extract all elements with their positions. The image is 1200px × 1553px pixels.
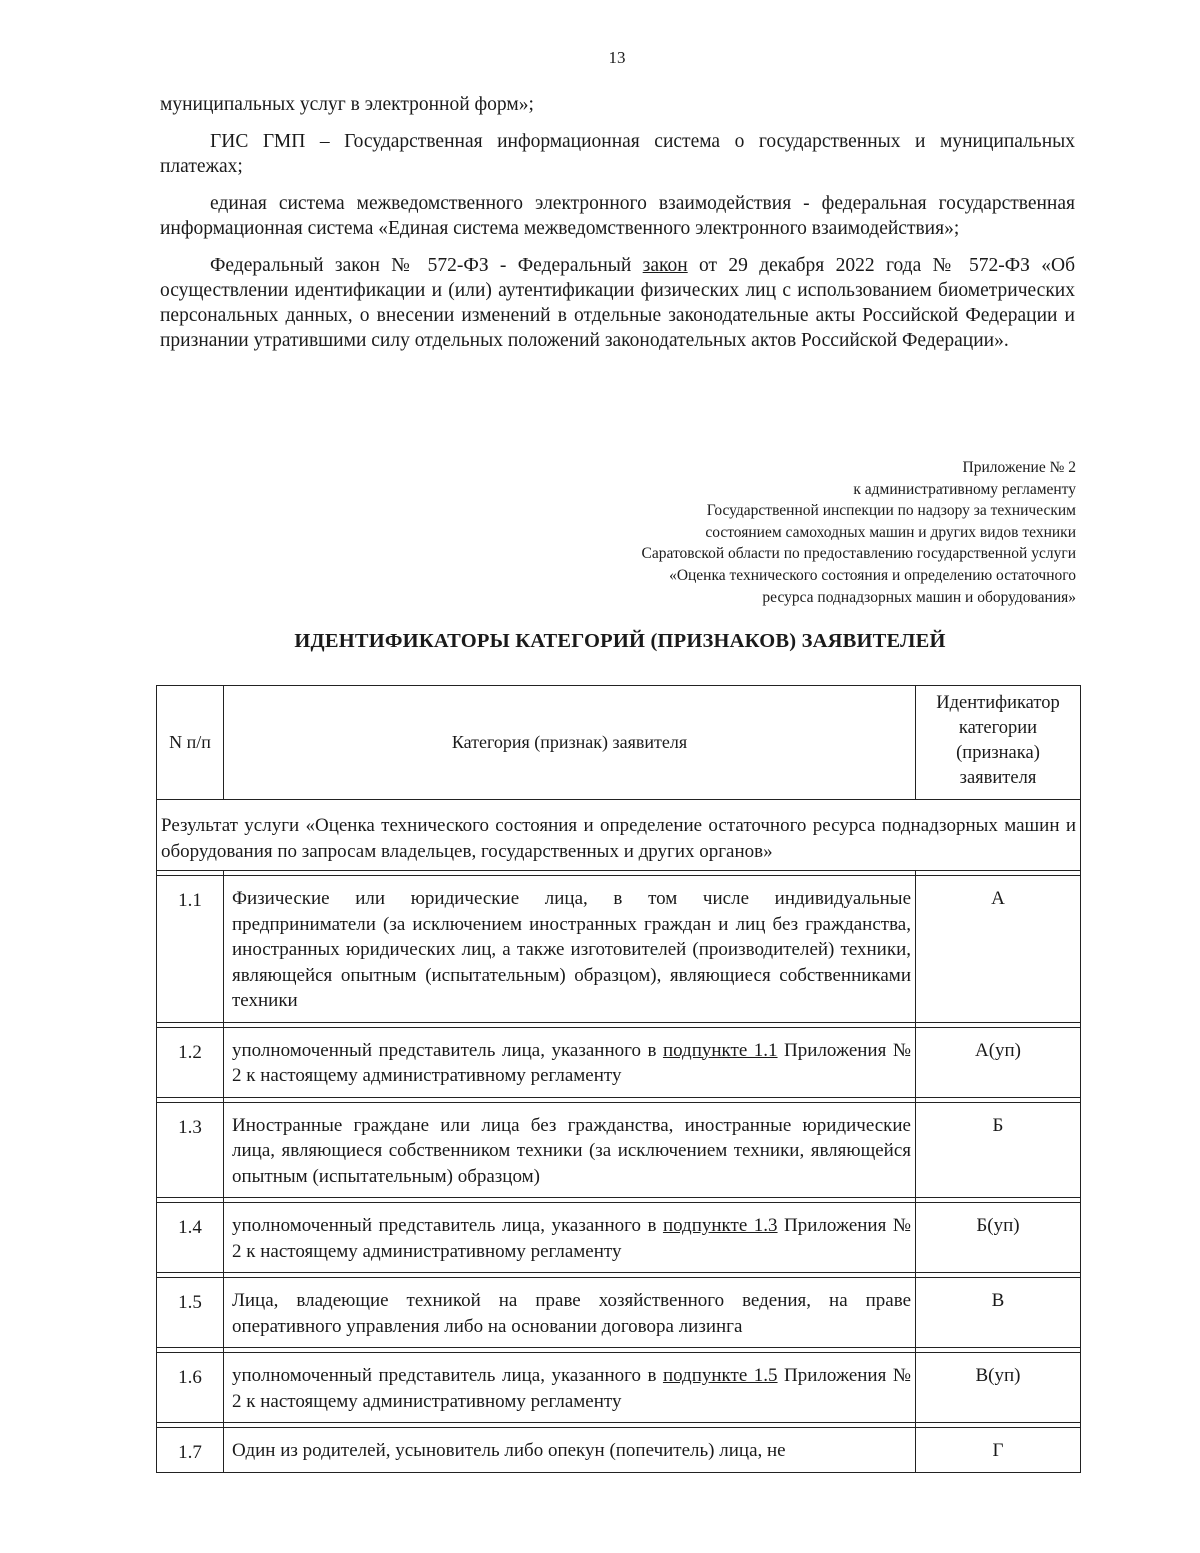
- subclause-link[interactable]: подпункте 1.3: [662, 1215, 778, 1236]
- appendix-line-7: ресурса поднадзорных машин и оборудования»: [762, 588, 1076, 606]
- categories-table: [156, 685, 1081, 1473]
- row-category: Иностранные граждане или лица без гражданства, иностранные юридические лица, являющиеся собственником техники (за исключением техники, являющейся опытным (испытательным) образцом): [224, 1102, 916, 1198]
- row-identifier: Б: [916, 1102, 1081, 1198]
- table-row: [157, 1428, 1081, 1473]
- row-text-before: уполномоченный представитель лица, указанного в: [232, 1039, 663, 1061]
- row-number: 1.4: [157, 1203, 224, 1273]
- appendix-line-6: «Оценка технического состояния и определению остаточного: [669, 566, 1076, 584]
- table-row: [157, 876, 1081, 1023]
- row-identifier: В(уп): [916, 1353, 1081, 1423]
- row-text-after: Приложения № 2 к настоящему административному регламенту: [232, 1215, 911, 1262]
- row-identifier: Г: [916, 1428, 1081, 1473]
- row-category: [224, 1027, 916, 1097]
- table-row: [157, 1278, 1081, 1348]
- paragraph-2: ГИС ГМП – Государственная информационная система о государственных и муниципальных платежах;: [160, 131, 1075, 177]
- subclause-link[interactable]: подпункте 1.1: [662, 1039, 778, 1061]
- header-identifier: Идентификатор категории (признака) заявителя: [916, 686, 1081, 800]
- paragraph-4: [160, 253, 1075, 353]
- page-number: 13: [608, 48, 626, 67]
- table-header-row: [157, 686, 1081, 800]
- row-identifier: В: [916, 1278, 1081, 1348]
- row-identifier: Б(уп): [916, 1203, 1081, 1273]
- appendix-line-3: Государственной инспекции по надзору за техническим: [706, 502, 1076, 520]
- row-text-after: Приложения № 2 к настоящему административному регламенту: [232, 1365, 911, 1412]
- result-row: [157, 800, 1081, 871]
- appendix-note: [476, 457, 1076, 608]
- row-category: [224, 1353, 916, 1423]
- row-category: Физические или юридические лица, в том числе индивидуальные предприниматели (за исключением иностранных граждан и лиц без гражданства, иностранных юридических лиц, а также изготовителей (производителей) техники, являющейся опытным (испытательным) образцом), являющиеся собственниками техники: [224, 876, 916, 1023]
- table-row: [157, 1203, 1081, 1273]
- body-text: [160, 92, 1075, 365]
- row-category: Лица, владеющие техникой на праве хозяйственного ведения, на праве оперативного управления либо на основании договора лизинга: [224, 1278, 916, 1348]
- row-category: Один из родителей, усыновитель либо опекун (попечитель) лица, не: [224, 1428, 916, 1473]
- row-number: 1.2: [157, 1027, 224, 1097]
- row-number: 1.5: [157, 1278, 224, 1348]
- appendix-line-1: Приложение № 2: [962, 459, 1076, 476]
- row-number: 1.1: [157, 876, 224, 1023]
- appendix-line-4: состоянием самоходных машин и других видов техники: [705, 523, 1076, 541]
- appendix-line-5: Саратовской области по предоставлению государственной услуги: [641, 545, 1076, 563]
- row-category: [224, 1203, 916, 1273]
- paragraph-4-text-after: от 29 декабря 2022 года № 572-ФЗ «Об осуществлении идентификации и (или) аутентификации физических лиц с использованием биометрических персональных данных, о внесении изменений в отдельные законодательные акты Российской Федерации и признании утратившими силу отдельных положений законодательных актов Российской Федерации».: [160, 255, 1075, 351]
- table-row: [157, 1027, 1081, 1097]
- table-row: [157, 1102, 1081, 1198]
- appendix-line-2: к административному регламенту: [853, 480, 1076, 498]
- paragraph-1: муниципальных услуг в электронной форм»;: [160, 94, 534, 115]
- header-number: N п/п: [157, 686, 224, 800]
- row-identifier: А(уп): [916, 1027, 1081, 1097]
- table-row: [157, 1353, 1081, 1423]
- subclause-link[interactable]: подпункте 1.5: [662, 1365, 778, 1386]
- row-number: 1.7: [157, 1428, 224, 1473]
- result-cell: Результат услуги «Оценка технического состояния и определение остаточного ресурса поднадзорных машин и оборудования по запросам владельцев, государственных и других органов»: [157, 800, 1081, 871]
- document-title: ИДЕНТИФИКАТОРЫ КАТЕГОРИЙ (ПРИЗНАКОВ) ЗАЯВИТЕЛЕЙ: [294, 630, 946, 652]
- law-link[interactable]: закон: [642, 255, 688, 276]
- row-text-after: Приложения № 2 к настоящему административному регламенту: [232, 1039, 911, 1086]
- row-number: 1.6: [157, 1353, 224, 1423]
- row-identifier: А: [916, 876, 1081, 1023]
- paragraph-4-text-before: Федеральный закон № 572-ФЗ - Федеральный: [210, 255, 643, 276]
- row-number: 1.3: [157, 1102, 224, 1198]
- row-text-before: уполномоченный представитель лица, указанного в: [232, 1365, 663, 1386]
- header-category: Категория (признак) заявителя: [224, 686, 916, 800]
- paragraph-3: единая система межведомственного электронного взаимодействия - федеральная государственная информационная система «Единая система межведомственного электронного взаимодействия»;: [160, 193, 1075, 239]
- row-text-before: уполномоченный представитель лица, указанного в: [232, 1215, 663, 1236]
